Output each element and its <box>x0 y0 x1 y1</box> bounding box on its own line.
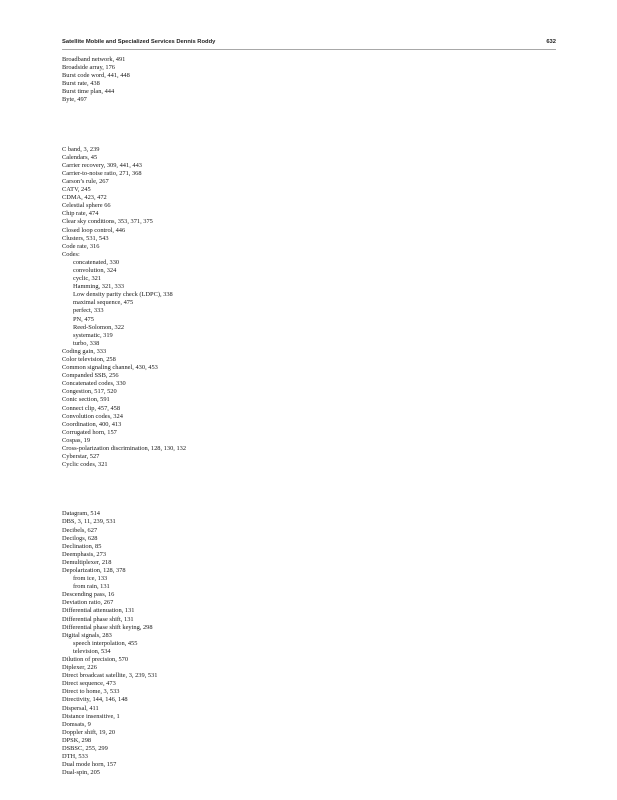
index-entry: Dispersal, 411 <box>62 704 99 712</box>
index-entry: Celestial sphere 66 <box>62 202 111 210</box>
index-entry: Deviation ratio, 267 <box>62 599 114 607</box>
index-subentry: convolution, 324 <box>73 266 117 274</box>
index-entry: Burst code word, 441, 448 <box>62 72 130 80</box>
index-entry: Color television, 258 <box>62 356 116 363</box>
index-subentry: from rain, 131 <box>73 583 110 591</box>
index-entry: Burst rate, 438 <box>62 80 100 88</box>
index-entry: Direct broadcast satellite, 3, 239, 531 <box>62 672 158 680</box>
index-subentry: cyclic, 321 <box>73 275 102 283</box>
index-entry: Differential phase shift keying, 298 <box>62 623 153 631</box>
index-entry: DSBSC, 255, 299 <box>62 745 108 753</box>
index-entry: Cyberstar, 527 <box>62 453 100 461</box>
index-body <box>62 56 542 777</box>
page-header <box>62 37 556 49</box>
index-entry: Coding gain, 333 <box>62 347 107 355</box>
index-entry: Distance insensitive, 1 <box>62 712 120 720</box>
index-subentry: television, 534 <box>73 647 111 655</box>
index-entry: CDMA, 423, 472 <box>62 194 107 202</box>
page-number: 632 <box>546 39 556 45</box>
index-entry: Digital signals, 283 <box>62 631 112 639</box>
index-entry: Coordination, 400, 413 <box>62 420 122 428</box>
index-entry: Doppler shift, 19, 20 <box>62 728 116 736</box>
index-entry: Broadband network, 491 <box>62 56 126 63</box>
index-entry: Closed loop control, 446 <box>62 226 126 234</box>
index-entry: Descending pass, 16 <box>62 591 115 599</box>
index-entry: Conic section, 591 <box>62 396 110 404</box>
index-entry: Datagram, 514 <box>62 510 100 518</box>
index-subentry: PN, 475 <box>73 315 94 323</box>
index-subentry: perfect, 333 <box>73 307 104 315</box>
index-entry: Carrier recovery, 309, 441, 443 <box>62 161 142 169</box>
index-entry: Clusters, 531, 543 <box>62 234 109 242</box>
index-section <box>62 146 542 470</box>
index-entry: Differential attenuation, 131 <box>62 607 135 615</box>
index-entry: Demultiplexer, 218 <box>62 558 112 566</box>
index-entry: Diplexer, 226 <box>62 664 97 672</box>
index-subentry: Low density parity check (LDPC), 338 <box>73 291 173 299</box>
running-title: Satellite Mobile and Specialized Services Dennis Roddy <box>62 39 216 45</box>
index-entry: Concatenated codes, 330 <box>62 380 126 388</box>
index-subentry: turbo, 338 <box>73 339 100 347</box>
index-entry: Decibels, 627 <box>62 526 98 534</box>
index-entry: Cyclic codes, 321 <box>62 461 108 469</box>
index-entry: Corrugated horn, 157 <box>62 428 117 436</box>
index-entry: Decilogs, 628 <box>62 534 98 542</box>
index-subentry: Reed-Solomon, 322 <box>73 323 125 331</box>
index-entry: Carson’s rule, 267 <box>62 177 109 185</box>
index-entry: Cospas, 19 <box>62 436 91 444</box>
index-entry: Dual-spin, 205 <box>62 769 100 777</box>
index-entry: Deemphasis, 273 <box>62 550 107 558</box>
index-entry: Byte, 497 <box>62 96 87 104</box>
index-subentry: systematic, 319 <box>73 331 113 339</box>
index-subentry: speech interpolation, 455 <box>73 639 138 647</box>
index-entry: Dilution of precision, 570 <box>62 656 129 663</box>
index-subentry: from ice, 133 <box>73 575 108 583</box>
index-entry: Codes: <box>62 250 80 258</box>
index-entry: Dual mode horn, 157 <box>62 761 117 769</box>
index-entry: Broadside array, 176 <box>62 64 115 72</box>
index-entry: Convolution codes, 324 <box>62 412 123 420</box>
index-entry: Cross-polarization discrimination, 128, 130, 132 <box>62 445 187 453</box>
index-entry: Depolarization, 128, 378 <box>62 566 126 574</box>
index-entry: Companded SSB, 256 <box>62 372 119 380</box>
index-entry: C band, 3, 239 <box>62 145 100 153</box>
index-section <box>62 56 542 105</box>
index-entry: Declination, 85 <box>62 542 102 550</box>
index-entry: Calendars, 45 <box>62 153 98 161</box>
index-entry: Differential phase shift, 131 <box>62 615 134 623</box>
index-subentry: Hamming, 321, 333 <box>73 283 125 291</box>
index-entry: Clear sky conditions, 353, 371, 375 <box>62 218 153 226</box>
index-entry: DTH, 533 <box>62 753 88 761</box>
index-entry: Directivity, 144, 146, 148 <box>62 696 128 704</box>
index-entry: DPSK, 298 <box>62 736 92 744</box>
index-entry: Chip rate, 474 <box>62 210 99 218</box>
index-subentry: maximal sequence, 475 <box>73 299 134 307</box>
index-entry: Carrier-to-noise ratio, 271, 368 <box>62 169 142 177</box>
index-entry: DBS, 3, 11, 239, 531 <box>62 518 116 526</box>
index-entry: Burst time plan, 444 <box>62 88 115 96</box>
index-entry: Common signaling channel, 430, 453 <box>62 364 158 372</box>
index-subentry: concatenated, 330 <box>73 258 120 266</box>
index-entry: Congestion, 517, 520 <box>62 388 117 396</box>
index-entry: Domsats, 9 <box>62 720 91 728</box>
index-entry: Connect clip, 457, 458 <box>62 404 121 412</box>
index-entry: Code rate, 316 <box>62 242 100 250</box>
index-entry: CATV, 245 <box>62 186 91 194</box>
index-entry: Direct sequence, 473 <box>62 680 116 688</box>
index-section <box>62 510 542 777</box>
header-divider <box>62 49 556 50</box>
index-entry: Direct to home, 3, 533 <box>62 688 120 696</box>
